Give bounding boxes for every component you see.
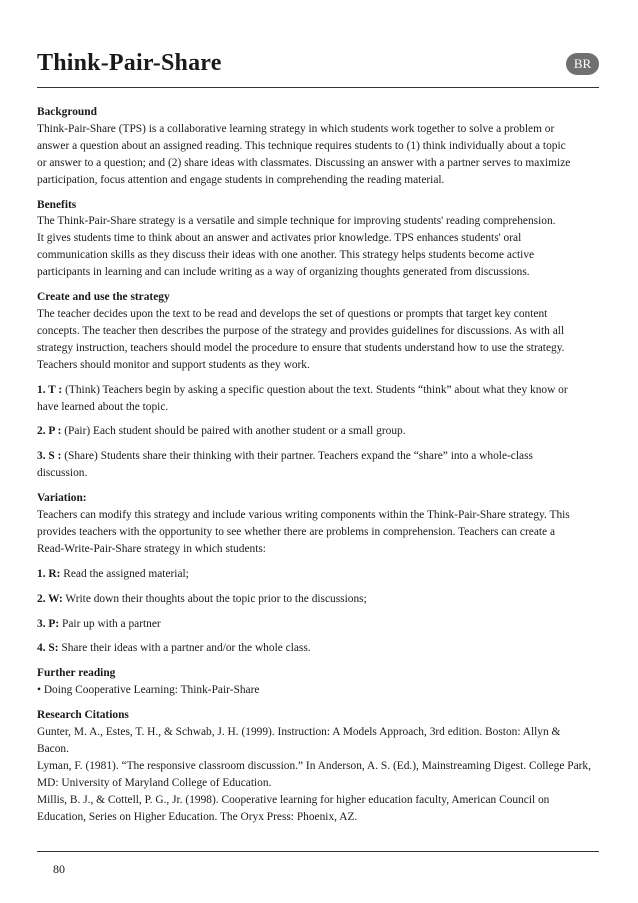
background-line: or answer to a question; and (2) share ideas with classmates. Discussing an answer with a partner serves to maximize: [37, 156, 571, 169]
background-line: participation, focus attention and engage students in comprehending the reading material.: [37, 173, 445, 186]
variation-item: 3. P: Pair up with a partner: [37, 617, 161, 630]
further-reading-heading: Further reading: [37, 667, 116, 680]
citation-line: MD: University of Maryland College of Education.: [37, 776, 272, 789]
step-think: [37, 382, 602, 416]
variation-line: Teachers can modify this strategy and include various writing components within the Think-Pair-Share strategy. This: [37, 509, 570, 522]
further-reading-item: • Doing Cooperative Learning: Think-Pair-Share: [37, 684, 260, 697]
create-section: [37, 289, 602, 374]
page-number: 80: [53, 862, 65, 876]
page-content: [37, 104, 602, 826]
citation-line: Gunter, M. A., Estes, T. H., & Schwab, J. H. (1999). Instruction: A Models Approach, 3rd edition. Boston: Allyn &: [37, 726, 561, 739]
footer-divider: [37, 851, 599, 852]
benefits-line: The Think-Pair-Share strategy is a versatile and simple technique for improving students' reading comprehension.: [37, 215, 556, 228]
step-label: 1. T :: [37, 383, 63, 396]
page-header: [37, 49, 599, 87]
citations-section: [37, 707, 602, 825]
variation-item: 1. R: Read the assigned material;: [37, 567, 189, 580]
variation-section: [37, 490, 602, 558]
background-line: Think-Pair-Share (TPS) is a collaborative learning strategy in which students work together to solve a problem or: [37, 122, 555, 135]
variation-item: 4. S: Share their ideas with a partner and/or the whole class.: [37, 642, 311, 655]
background-heading: Background: [37, 106, 97, 118]
citation-line: Millis, B. J., & Cottell, P. G., Jr. (1998). Cooperative learning for higher education faculty, American Council on: [37, 793, 550, 806]
variation-heading: Variation:: [37, 492, 87, 505]
step-text: (Think) Teachers begin by asking a specific question about the text. Students “think” about what they know or: [65, 383, 568, 396]
step-share: [37, 448, 602, 482]
citations-heading: Research Citations: [37, 709, 129, 722]
create-line: The teacher decides upon the text to be read and develops the set of questions or prompts that target key content: [37, 307, 548, 320]
benefits-section: [37, 197, 602, 282]
create-line: concepts. The teacher then describes the purpose of the strategy and provides guidelines for discussions. As with all: [37, 324, 565, 337]
background-line: answer a question about an assigned reading. This technique requires students to (1) think individually about a topic: [37, 139, 566, 152]
variation-line: Read-Write-Pair-Share strategy in which students:: [37, 542, 266, 555]
step-text: (Share) Students share their thinking with their partner. Teachers expand the “share” into a whole-class: [64, 450, 533, 463]
step-pair: [37, 423, 602, 440]
background-section: [37, 104, 602, 189]
create-heading: Create and use the strategy: [37, 291, 170, 304]
benefits-line: It gives students time to think about an answer and activates prior knowledge. TPS enhances students' oral: [37, 232, 522, 245]
step-text: have learned about the topic.: [37, 400, 169, 413]
create-line: Teachers should monitor and support students as they work.: [37, 358, 310, 371]
benefits-line: participants in learning and can include writing as a way of organizing thoughts generated from discussions.: [37, 266, 530, 279]
further-reading-section: [37, 665, 602, 699]
step-label: 3. S :: [37, 450, 62, 463]
step-text: discussion.: [37, 467, 88, 480]
citation-line: Lyman, F. (1981). “The responsive classroom discussion.” In Anderson, A. S. (Ed.), Mainstreaming Digest. College Park,: [37, 759, 591, 772]
header-divider: [37, 87, 599, 88]
page-title: Think-Pair-Share: [37, 50, 222, 76]
citation-line: Bacon.: [37, 743, 69, 755]
create-line: strategy instruction, teachers should model the procedure to ensure that students understand how to use the strategy.: [37, 341, 565, 354]
citation-line: Education, Series on Higher Education. The Oryx Press: Phoenix, AZ.: [37, 810, 358, 823]
step-text: (Pair) Each student should be paired with another student or a small group.: [64, 425, 406, 438]
variation-item: 2. W: Write down their thoughts about the topic prior to the discussions;: [37, 592, 367, 605]
benefits-line: communication skills as they discuss their ideas with one another. This strategy helps students become active: [37, 249, 535, 262]
step-label: 2. P :: [37, 425, 62, 438]
benefits-heading: Benefits: [37, 198, 77, 211]
section-badge: BR: [566, 53, 599, 75]
variation-line: provides teachers with the opportunity to see whether there are problems in comprehension. Teachers can create a: [37, 525, 556, 538]
